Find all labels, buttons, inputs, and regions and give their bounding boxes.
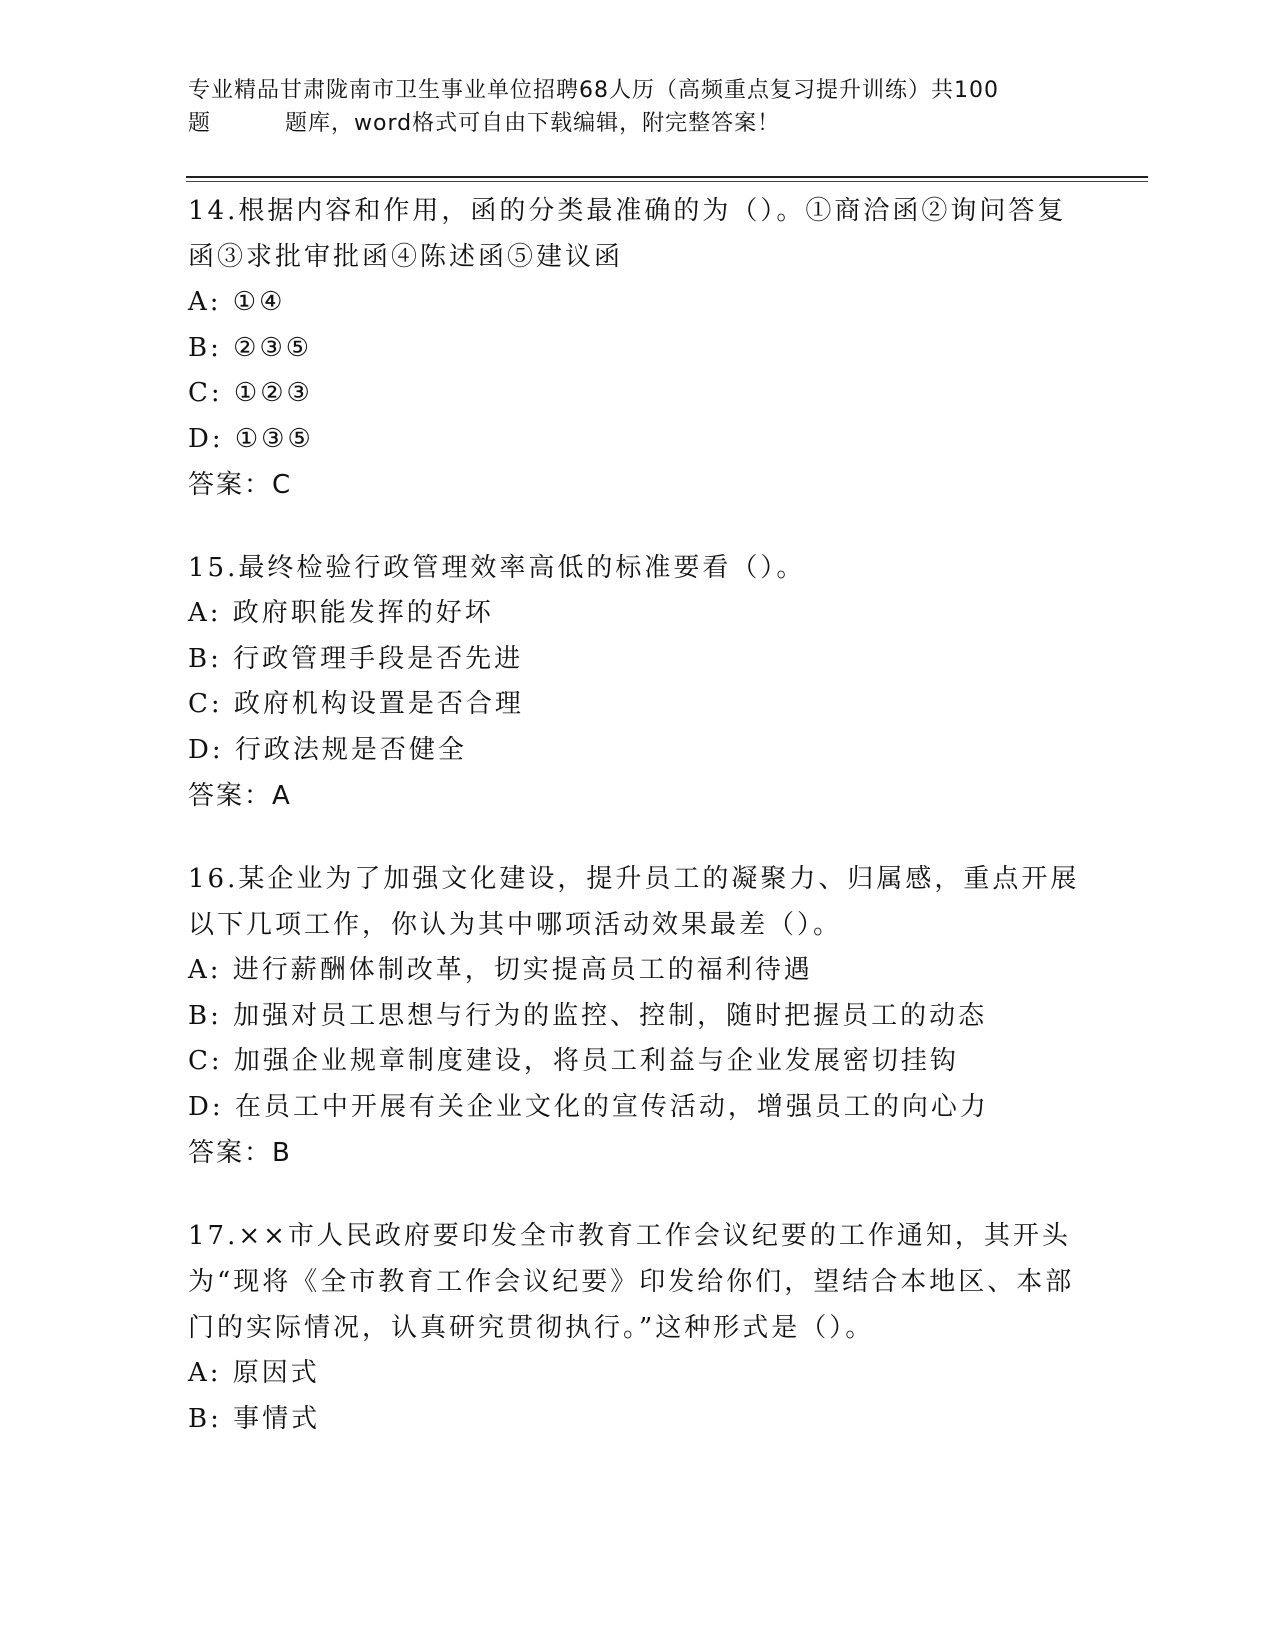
option-c: C: 政府机构设置是否合理 [188, 689, 524, 719]
question-list [188, 188, 1088, 1479]
option-a: A: 进行薪酬体制改革，切实提高员工的福利待遇 [188, 955, 813, 985]
option-a: A: 政府职能发挥的好坏 [188, 598, 494, 628]
option-b: B: 行政管理手段是否先进 [188, 643, 524, 674]
question-stem: 17.××市人民政府要印发全市教育工作会议纪要的工作通知，其开头为“现将《全市教育工作会议纪要》印发给你们，望结合本地区、本部门的实际情况，认真研究贯彻执行。”这种形式是（）。 [188, 1221, 1075, 1343]
question-stem: 14.根据内容和作用，函的分类最准确的为（）。①商洽函②询问答复函③求批审批函④陈述函⑤建议函 [188, 196, 1067, 272]
header-title-line2 [188, 107, 1088, 140]
option-b: B: ②③⑤ [188, 332, 313, 363]
question-item [188, 856, 1088, 1176]
question-item [188, 1213, 1088, 1442]
question-stem: 16.某企业为了加强文化建设，提升员工的凝聚力、归属感，重点开展以下几项工作，你认为其中哪项活动效果最差（）。 [188, 864, 1080, 940]
option-b: B: 加强对员工思想与行为的监控、控制，随时把握员工的动态 [188, 1000, 988, 1031]
document-header [188, 74, 1088, 140]
header-line2-tail: 题库，word格式可自由下载编辑，附完整答案！ [285, 111, 781, 136]
question-item [188, 188, 1088, 508]
answer-line: 答案：C [188, 470, 293, 500]
question-item [188, 545, 1088, 819]
header-divider-thick [186, 176, 1148, 178]
option-d: D: 在员工中开展有关企业文化的宣传活动，增强员工的向心力 [188, 1091, 989, 1122]
option-a: A: 原因式 [188, 1358, 320, 1388]
option-c: C: 加强企业规章制度建设，将员工利益与企业发展密切挂钩 [188, 1046, 959, 1076]
question-stem: 15.最终检验行政管理效率高低的标准要看（）。 [188, 553, 806, 583]
option-d: D: 行政法规是否健全 [188, 734, 467, 765]
option-c: C: ①②③ [188, 378, 313, 408]
option-a: A: ①④ [188, 287, 286, 317]
option-d: D: ①③⑤ [188, 423, 314, 454]
answer-line: 答案：A [188, 781, 292, 811]
answer-line: 答案：B [188, 1138, 292, 1168]
header-divider-thin [186, 181, 1148, 182]
header-title-line1: 专业精品甘肃陇南市卫生事业单位招聘68人历（高频重点复习提升训练）共100 [188, 78, 999, 103]
header-line2-head: 题 [188, 111, 212, 136]
option-b: B: 事情式 [188, 1403, 321, 1434]
